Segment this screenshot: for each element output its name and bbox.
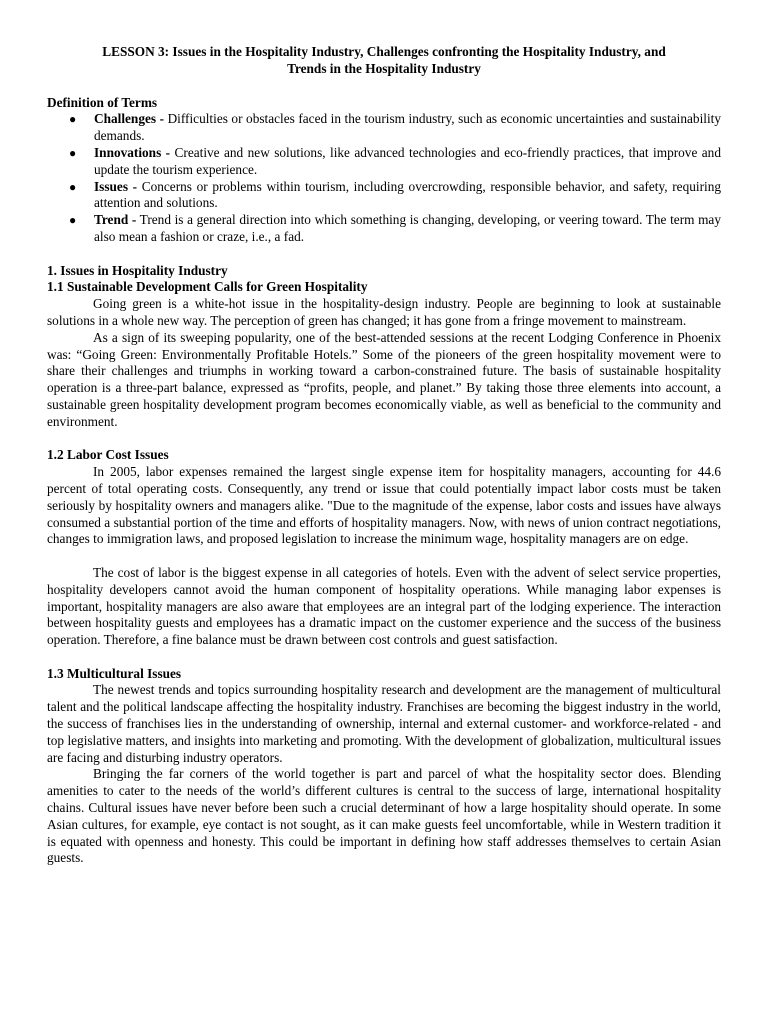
section-1-2-heading: 1.2 Labor Cost Issues: [47, 447, 169, 463]
section-1-2-paragraph-1: In 2005, labor expenses remained the largest single expense item for hospitality managers, accounting for 44.6 percent of total operating costs. Consequently, any trend or issue that could potentially impact labor costs must be taken seriously by hospitality owners and managers alike. "Due to the magnitude of the expense, labor costs and issues have always consumed a substantial portion of the time and efforts of hospitality managers. Now, with news of union contract negotiations, changes to immigration laws, and proposed legislation to increase the minimum wage, hospitality managers are on edge.: [47, 464, 721, 547]
lesson-title-line-2: Trends in the Hospitality Industry: [287, 60, 481, 76]
definition-item: [47, 145, 721, 179]
spacer: [47, 649, 721, 666]
definition-item: [47, 111, 721, 145]
spacer: [47, 548, 721, 565]
spacer: [47, 431, 721, 448]
section-1-heading: 1. Issues in Hospitality Industry: [47, 262, 228, 278]
section-1-3-heading: 1.3 Multicultural Issues: [47, 665, 182, 681]
section-1-1-paragraph-1: Going green is a white-hot issue in the hospitality-design industry. People are beginning to look at sustainable solutions in a whole new way. The perception of green has changed; it has gone from a fringe movement to mainstream.: [47, 296, 721, 328]
definition-term: Issues -: [94, 178, 138, 194]
bullet-icon: ●: [69, 145, 77, 160]
lesson-title-line-1: LESSON 3: Issues in the Hospitality Industry, Challenges confronting the Hospitality Industry, and: [102, 44, 666, 59]
definition-term: Challenges -: [94, 111, 165, 127]
definition-term: Innovations -: [94, 144, 171, 160]
definition-text: Concerns or problems within tourism, including overcrowding, responsible behavior, and safety, requiring attention and solutions.: [94, 178, 721, 211]
definition-item: [47, 212, 721, 246]
definition-item: [47, 179, 721, 213]
definition-term: Trend -: [94, 212, 137, 228]
section-1-1-heading: 1.1 Sustainable Development Calls for Green Hospitality: [47, 279, 368, 295]
bullet-icon: ●: [69, 112, 77, 127]
definition-text: Difficulties or obstacles faced in the tourism industry, such as economic uncertainties and sustainability demands.: [94, 111, 721, 144]
definitions-heading: Definition of Terms: [47, 94, 158, 110]
definition-text: Trend is a general direction into which something is changing, developing, or veering toward. The term may also mean a fashion or craze, i.e., a fad.: [94, 212, 721, 244]
definition-text: Creative and new solutions, like advanced technologies and eco-friendly practices, that improve and update the tourism experience.: [94, 144, 721, 177]
definitions-list: [47, 111, 721, 245]
section-1-1-paragraph-2: As a sign of its sweeping popularity, one of the best-attended sessions at the recent Lodging Conference in Phoenix was: “Going Green: Environmentally Profitable Hotels.” Some of the pioneers of the green hospitality movement were to share their challenges and triumphs in working toward a carbon-constrained future. The basis of sustainable hospitality operation is a three-part balance, expressed as “profits, people, and planet.” By taking those three elements into account, a sustainable green hospitality development program becomes economically viable, as well as beneficial to the community and environment.: [47, 329, 721, 429]
section-1-3-paragraph-2: Bringing the far corners of the world together is part and parcel of what the hospitality sector does. Blending amenities to cater to the needs of the world’s different cultures is central to the success of large, international hospitality chains. Cultural issues have never before been such a crucial determinant of how a large hospitality should operate. In some Asian cultures, for example, eye contact is not sought, as it can make guests feel uncomfortable, while in Western tradition it is equated with openness and honesty. This could be important in defining how staff addresses themselves to certain Asian guests.: [47, 766, 721, 866]
lesson-title: [47, 44, 721, 78]
section-1-2-paragraph-2: The cost of labor is the biggest expense in all categories of hotels. Even with the advent of select service properties, hospitality developers cannot avoid the human component of hospitality operations. While managing labor expenses is important, hospitality managers are also aware that employees are an integral part of the lodging experience. The interaction between hospitality guests and employees has a dramatic impact on the customer experience and the success of the business operation. Therefore, a fine balance must be drawn between cost controls and guest satisfaction.: [47, 564, 721, 648]
bullet-icon: ●: [69, 179, 77, 194]
bullet-icon: ●: [69, 213, 77, 228]
section-1-3-paragraph-1: The newest trends and topics surrounding hospitality research and development are the management of multicultural talent and the political landscape affecting the hospitality industry. Franchises are becoming the biggest industry in the world, the success of franchises lies in the understanding of ownership, internal and external customer- and workforce-related - and top legislative matters, and insights into marketing and promoting. With the development of globalization, multicultural issues are facing and disturbing industry operators.: [47, 682, 721, 765]
